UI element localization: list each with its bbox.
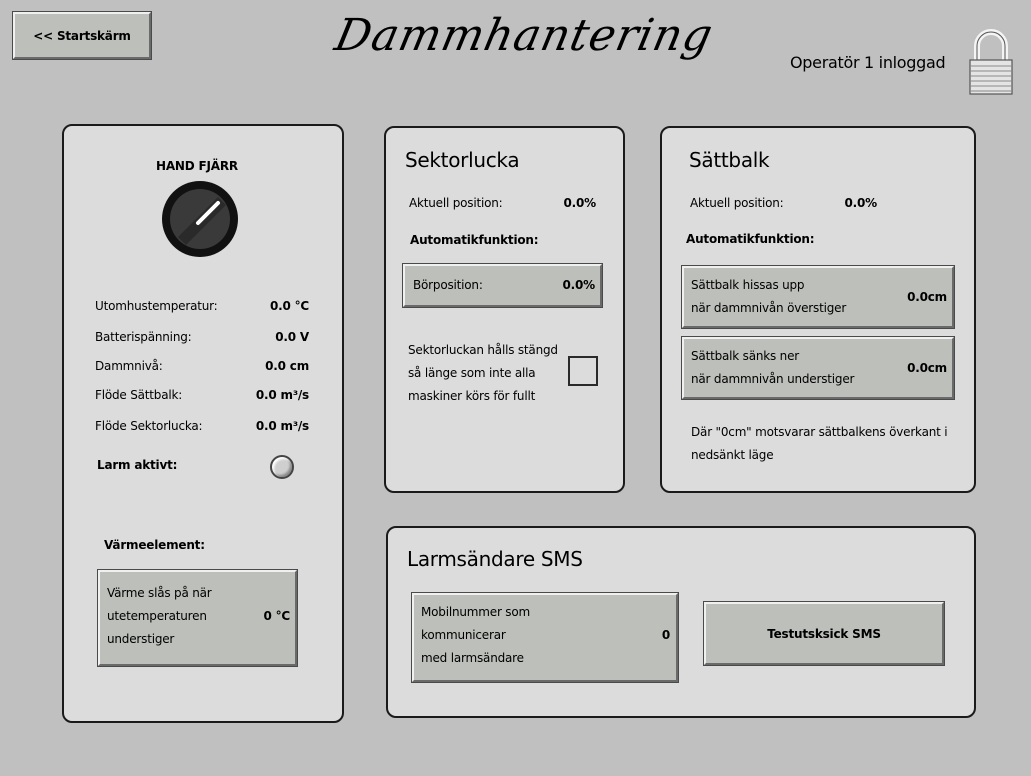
sattbalk-auto-heading: Automatikfunktion: (686, 232, 815, 246)
mobile-number-line1: Mobilnummer som (421, 605, 530, 619)
sattbalk-raise-line2: när dammnivån överstiger (691, 301, 847, 315)
sattbalk-position-value: 0.0% (844, 196, 877, 210)
sattbalk-note-line2: nedsänkt läge (691, 448, 774, 462)
mobile-number-value: 0 (661, 628, 670, 642)
sattbalk-lower-line1: Sättbalk sänks ner (691, 349, 799, 363)
mobile-number-button[interactable] (412, 593, 678, 682)
mobile-number-line2: kommunicerar (421, 628, 506, 642)
status-panel (62, 124, 344, 723)
sektorlucka-note-line3: maskiner körs för fullt (408, 389, 536, 403)
outdoor-temp-value: 0.0 °C (269, 299, 309, 313)
alarm-indicator-lamp (270, 455, 294, 479)
sattbalk-raise-value: 0.0cm (907, 290, 947, 304)
test-sms-label: Testutsksick SMS (767, 626, 881, 641)
flow-sattbalk-value: 0.0 m³/s (255, 388, 309, 402)
mode-selector-labels: HAND FJÄRR (156, 159, 238, 173)
battery-voltage-label: Batterispänning: (95, 330, 192, 344)
operator-status: Operatör 1 inloggad (790, 53, 946, 72)
flow-sektorlucka-label: Flöde Sektorlucka: (95, 419, 203, 433)
alarm-active-label: Larm aktivt: (97, 458, 178, 472)
sektorlucka-panel (384, 126, 625, 493)
outdoor-temp-label: Utomhustemperatur: (95, 299, 218, 313)
setpoint-position-value: 0.0% (562, 278, 595, 292)
heater-setpoint-value: 0 °C (263, 609, 290, 623)
sattbalk-position-label: Aktuell position: (690, 196, 784, 210)
keep-closed-checkbox[interactable] (568, 356, 598, 386)
sattbalk-lower-line2: när dammnivån understiger (691, 372, 855, 386)
sattbalk-raise-line1: Sättbalk hissas upp (691, 278, 805, 292)
heater-heading: Värmeelement: (104, 538, 205, 552)
page-title: Dammhantering (330, 10, 718, 61)
heater-setpoint-button[interactable] (98, 570, 297, 666)
sektorlucka-title: Sektorlucka (405, 148, 520, 172)
sattbalk-lower-value: 0.0cm (907, 361, 947, 375)
setpoint-position-label: Börposition: (413, 278, 483, 292)
mobile-number-line3: med larmsändare (421, 651, 524, 665)
sattbalk-title: Sättbalk (689, 148, 770, 172)
heater-text-line2: utetemperaturen (107, 609, 207, 623)
flow-sektorlucka-value: 0.0 m³/s (255, 419, 309, 433)
back-to-start-button[interactable] (13, 12, 151, 59)
sattbalk-note-line1: Där "0cm" motsvarar sättbalkens överkant i (691, 425, 948, 439)
heater-text-line3: understiger (107, 632, 175, 646)
sms-title: Larmsändare SMS (407, 547, 583, 571)
test-sms-button[interactable] (704, 602, 944, 665)
sektorlucka-note-line1: Sektorluckan hålls stängd (408, 343, 558, 357)
mode-selector-knob[interactable] (160, 179, 240, 259)
sattbalk-panel (660, 126, 976, 493)
padlock-icon[interactable] (966, 26, 1016, 96)
sms-panel (386, 526, 976, 718)
flow-sattbalk-label: Flöde Sättbalk: (95, 388, 183, 402)
sattbalk-raise-setpoint-button[interactable] (682, 266, 954, 328)
setpoint-position-button[interactable] (403, 264, 602, 307)
sektorlucka-auto-heading: Automatikfunktion: (410, 233, 539, 247)
heater-text-line1: Värme slås på när (107, 586, 212, 600)
sektorlucka-position-value: 0.0% (563, 196, 596, 210)
battery-voltage-value: 0.0 V (275, 330, 309, 344)
sektorlucka-position-label: Aktuell position: (409, 196, 503, 210)
sattbalk-lower-setpoint-button[interactable] (682, 337, 954, 399)
back-button-label: << Startskärm (33, 28, 131, 43)
dam-level-value: 0.0 cm (265, 359, 309, 373)
sektorlucka-note-line2: så länge som inte alla (408, 366, 536, 380)
dam-level-label: Dammnivå: (95, 359, 163, 373)
